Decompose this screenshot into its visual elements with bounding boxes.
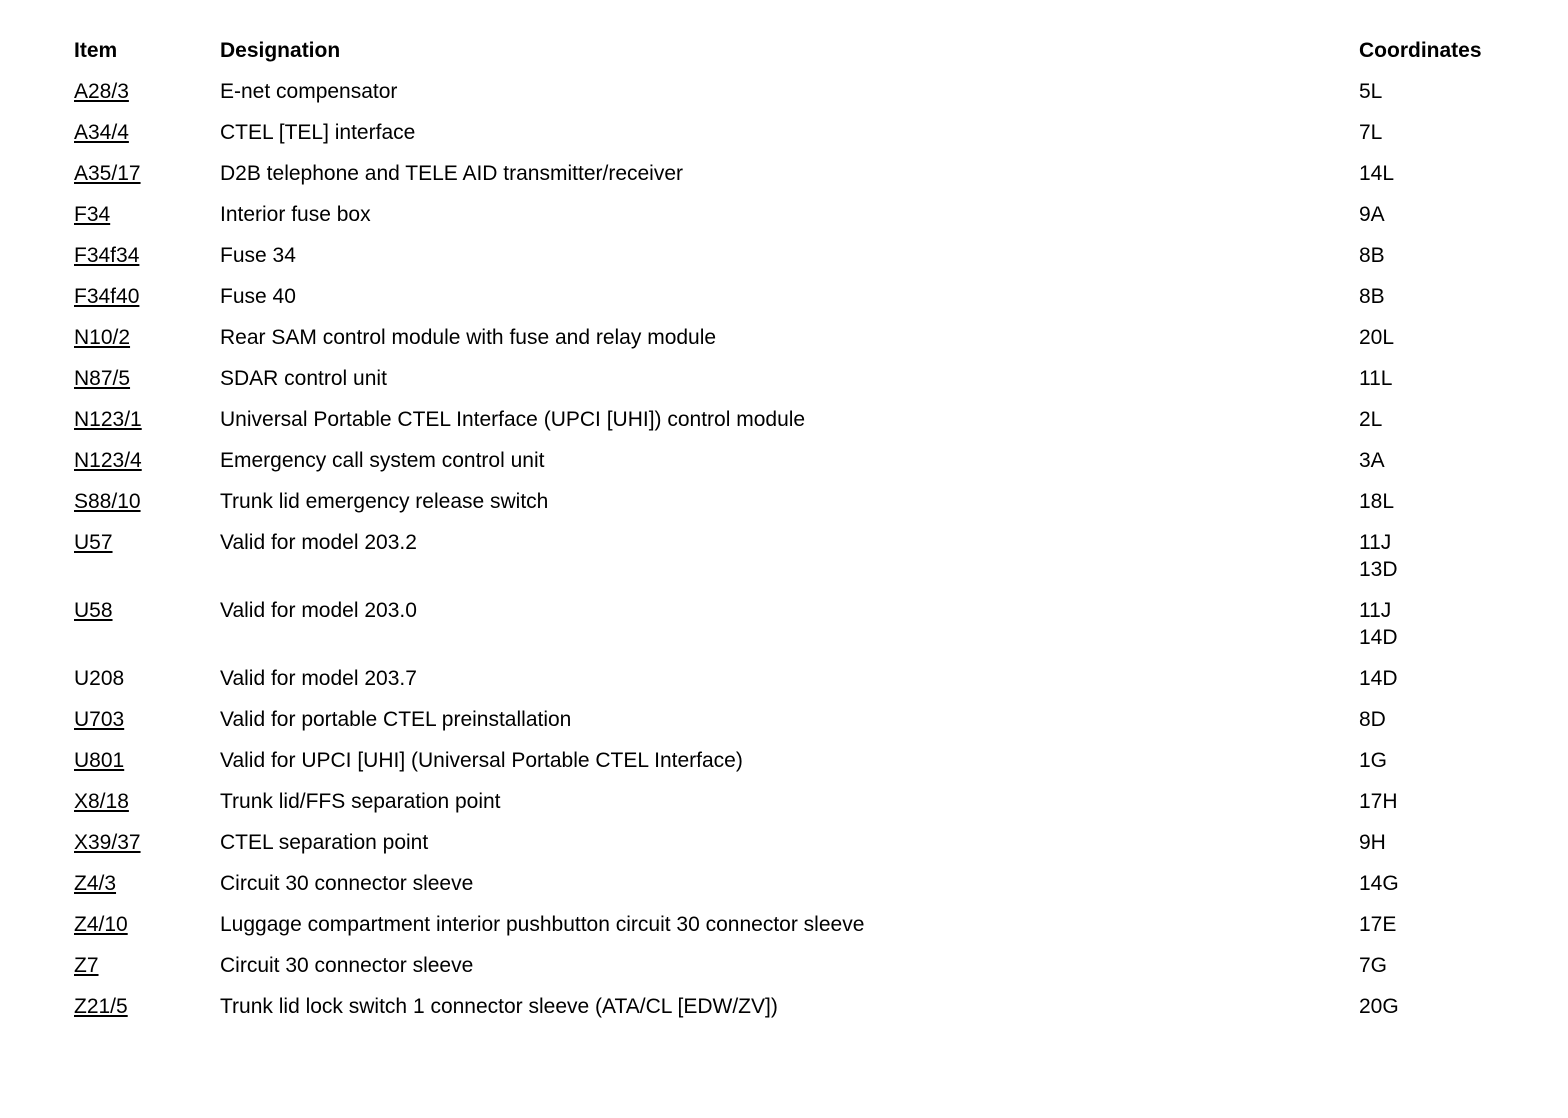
- item-cell: [74, 945, 220, 986]
- coordinate-value: 11J: [1359, 599, 1392, 622]
- table-row: [74, 740, 1544, 781]
- coordinates-cell: [1359, 276, 1544, 317]
- coordinates-cell: [1359, 235, 1544, 276]
- table-row: [74, 276, 1544, 317]
- coordinates-cell: [1359, 699, 1544, 740]
- designation-cell: Trunk lid lock switch 1 connector sleeve (ATA/CL [EDW/ZV]): [220, 995, 778, 1018]
- item-cell: [74, 781, 220, 822]
- item-cell: [74, 522, 220, 590]
- item-link[interactable]: X39/37: [74, 831, 141, 854]
- coordinates-cell: [1359, 590, 1544, 658]
- coordinates-cell: [1359, 863, 1544, 904]
- designation-cell: D2B telephone and TELE AID transmitter/receiver: [220, 162, 684, 185]
- designation-cell: Fuse 40: [220, 285, 296, 308]
- table-row: [74, 781, 1544, 822]
- designation-cell: Interior fuse box: [220, 203, 371, 226]
- coordinate-value: 20L: [1359, 326, 1395, 349]
- designation-cell: Valid for portable CTEL preinstallation: [220, 708, 572, 731]
- item-cell: [74, 440, 220, 481]
- item-link[interactable]: Z4/10: [74, 913, 128, 936]
- item-link[interactable]: Z7: [74, 954, 99, 977]
- table-row: [74, 904, 1544, 945]
- designation-cell: Emergency call system control unit: [220, 449, 545, 472]
- coordinate-value: 13D: [1359, 558, 1398, 581]
- column-header-designation: Designation: [220, 39, 341, 62]
- item-link[interactable]: A34/4: [74, 121, 129, 144]
- table-row: [74, 399, 1544, 440]
- table-body: [74, 71, 1544, 1027]
- coordinate-value: 7G: [1359, 954, 1388, 977]
- item-cell: [74, 658, 220, 699]
- item-link[interactable]: F34f34: [74, 244, 140, 267]
- coordinate-value: 14D: [1359, 626, 1398, 649]
- table-row: [74, 590, 1544, 658]
- coordinate-value: 9A: [1359, 203, 1385, 226]
- coordinate-value: 5L: [1359, 80, 1383, 103]
- item-link[interactable]: U57: [74, 531, 113, 554]
- column-header-coordinates: Coordinates: [1359, 39, 1482, 62]
- coordinate-value: 8B: [1359, 285, 1385, 308]
- designation-cell: E-net compensator: [220, 80, 398, 103]
- coordinates-cell: [1359, 658, 1544, 699]
- table-row: [74, 863, 1544, 904]
- item-link[interactable]: N87/5: [74, 367, 131, 390]
- item-cell: [74, 317, 220, 358]
- coordinates-cell: [1359, 399, 1544, 440]
- component-legend-table: [74, 30, 1544, 1027]
- designation-cell: Circuit 30 connector sleeve: [220, 954, 474, 977]
- table-row: [74, 112, 1544, 153]
- coordinates-cell: [1359, 740, 1544, 781]
- table-row: [74, 945, 1544, 986]
- coordinates-cell: [1359, 945, 1544, 986]
- item-cell: [74, 904, 220, 945]
- item-link[interactable]: F34: [74, 203, 111, 226]
- designation-cell: CTEL separation point: [220, 831, 429, 854]
- item-cell: [74, 986, 220, 1027]
- item-link[interactable]: A35/17: [74, 162, 141, 185]
- coordinates-cell: [1359, 317, 1544, 358]
- coordinates-cell: [1359, 481, 1544, 522]
- item-cell: [74, 358, 220, 399]
- coordinate-value: 8D: [1359, 708, 1386, 731]
- coordinate-value: 2L: [1359, 408, 1383, 431]
- coordinate-value: 9H: [1359, 831, 1386, 854]
- designation-cell: Valid for UPCI [UHI] (Universal Portable CTEL Interface): [220, 749, 743, 772]
- table-row: [74, 194, 1544, 235]
- coordinate-value: 8B: [1359, 244, 1385, 267]
- table-row: [74, 658, 1544, 699]
- table-row: [74, 481, 1544, 522]
- item-link[interactable]: X8/18: [74, 790, 129, 813]
- designation-cell: Luggage compartment interior pushbutton circuit 30 connector sleeve: [220, 913, 865, 936]
- coordinates-cell: [1359, 522, 1544, 590]
- coordinates-cell: [1359, 822, 1544, 863]
- coordinate-value: 11J: [1359, 531, 1392, 554]
- designation-cell: SDAR control unit: [220, 367, 387, 390]
- item-cell: [74, 822, 220, 863]
- coordinates-cell: [1359, 986, 1544, 1027]
- item-link[interactable]: U58: [74, 599, 113, 622]
- item-cell: [74, 153, 220, 194]
- item-cell: [74, 590, 220, 658]
- coordinates-cell: [1359, 194, 1544, 235]
- designation-cell: CTEL [TEL] interface: [220, 121, 416, 144]
- table-row: [74, 699, 1544, 740]
- coordinate-value: 11L: [1359, 367, 1393, 390]
- item-link[interactable]: N123/1: [74, 408, 142, 431]
- coordinate-value: 14L: [1359, 162, 1395, 185]
- coordinate-value: 18L: [1359, 490, 1395, 513]
- item-link[interactable]: N123/4: [74, 449, 142, 472]
- table-row: [74, 822, 1544, 863]
- coordinates-cell: [1359, 781, 1544, 822]
- coordinate-value: 7L: [1359, 121, 1383, 144]
- coordinates-cell: [1359, 904, 1544, 945]
- item-cell: [74, 863, 220, 904]
- coordinate-value: 20G: [1359, 995, 1399, 1018]
- designation-cell: Rear SAM control module with fuse and relay module: [220, 326, 717, 349]
- item-link[interactable]: F34f40: [74, 285, 140, 308]
- table-header-row: [74, 30, 1544, 71]
- item-cell: [74, 71, 220, 112]
- item-cell: [74, 740, 220, 781]
- designation-cell: Circuit 30 connector sleeve: [220, 872, 474, 895]
- designation-cell: Valid for model 203.0: [220, 599, 417, 622]
- item-cell: [74, 399, 220, 440]
- coordinates-cell: [1359, 153, 1544, 194]
- item-link[interactable]: A28/3: [74, 80, 129, 103]
- item-cell: [74, 481, 220, 522]
- item-link[interactable]: U703: [74, 708, 125, 731]
- coordinate-value: 14D: [1359, 667, 1398, 690]
- designation-cell: Valid for model 203.2: [220, 531, 417, 554]
- table-row: [74, 71, 1544, 112]
- table-row: [74, 522, 1544, 590]
- coordinate-value: 1G: [1359, 749, 1388, 772]
- table-row: [74, 440, 1544, 481]
- coordinates-cell: [1359, 358, 1544, 399]
- table-row: [74, 235, 1544, 276]
- coordinate-value: 3A: [1359, 449, 1385, 472]
- table-row: [74, 153, 1544, 194]
- designation-cell: Trunk lid emergency release switch: [220, 490, 549, 513]
- item-cell: [74, 194, 220, 235]
- column-header-item: Item: [74, 39, 118, 62]
- item-cell: [74, 699, 220, 740]
- coordinates-cell: [1359, 112, 1544, 153]
- table-row: [74, 317, 1544, 358]
- item-cell: [74, 276, 220, 317]
- coordinate-value: 14G: [1359, 872, 1399, 895]
- item-link[interactable]: N10/2: [74, 326, 131, 349]
- item-cell: [74, 112, 220, 153]
- coordinates-cell: [1359, 440, 1544, 481]
- designation-cell: Universal Portable CTEL Interface (UPCI [UHI]) control module: [220, 408, 806, 431]
- item-cell: [74, 235, 220, 276]
- item-link[interactable]: S88/10: [74, 490, 141, 513]
- item-link[interactable]: Z4/3: [74, 872, 117, 895]
- coordinate-value: 17H: [1359, 790, 1398, 813]
- coordinates-cell: [1359, 71, 1544, 112]
- coordinate-value: 17E: [1359, 913, 1397, 936]
- item-link[interactable]: U801: [74, 749, 125, 772]
- table-row: [74, 986, 1544, 1027]
- designation-cell: Valid for model 203.7: [220, 667, 417, 690]
- designation-cell: Fuse 34: [220, 244, 296, 267]
- item-label: U208: [74, 667, 125, 690]
- designation-cell: Trunk lid/FFS separation point: [220, 790, 501, 813]
- item-link[interactable]: Z21/5: [74, 995, 128, 1018]
- table-row: [74, 358, 1544, 399]
